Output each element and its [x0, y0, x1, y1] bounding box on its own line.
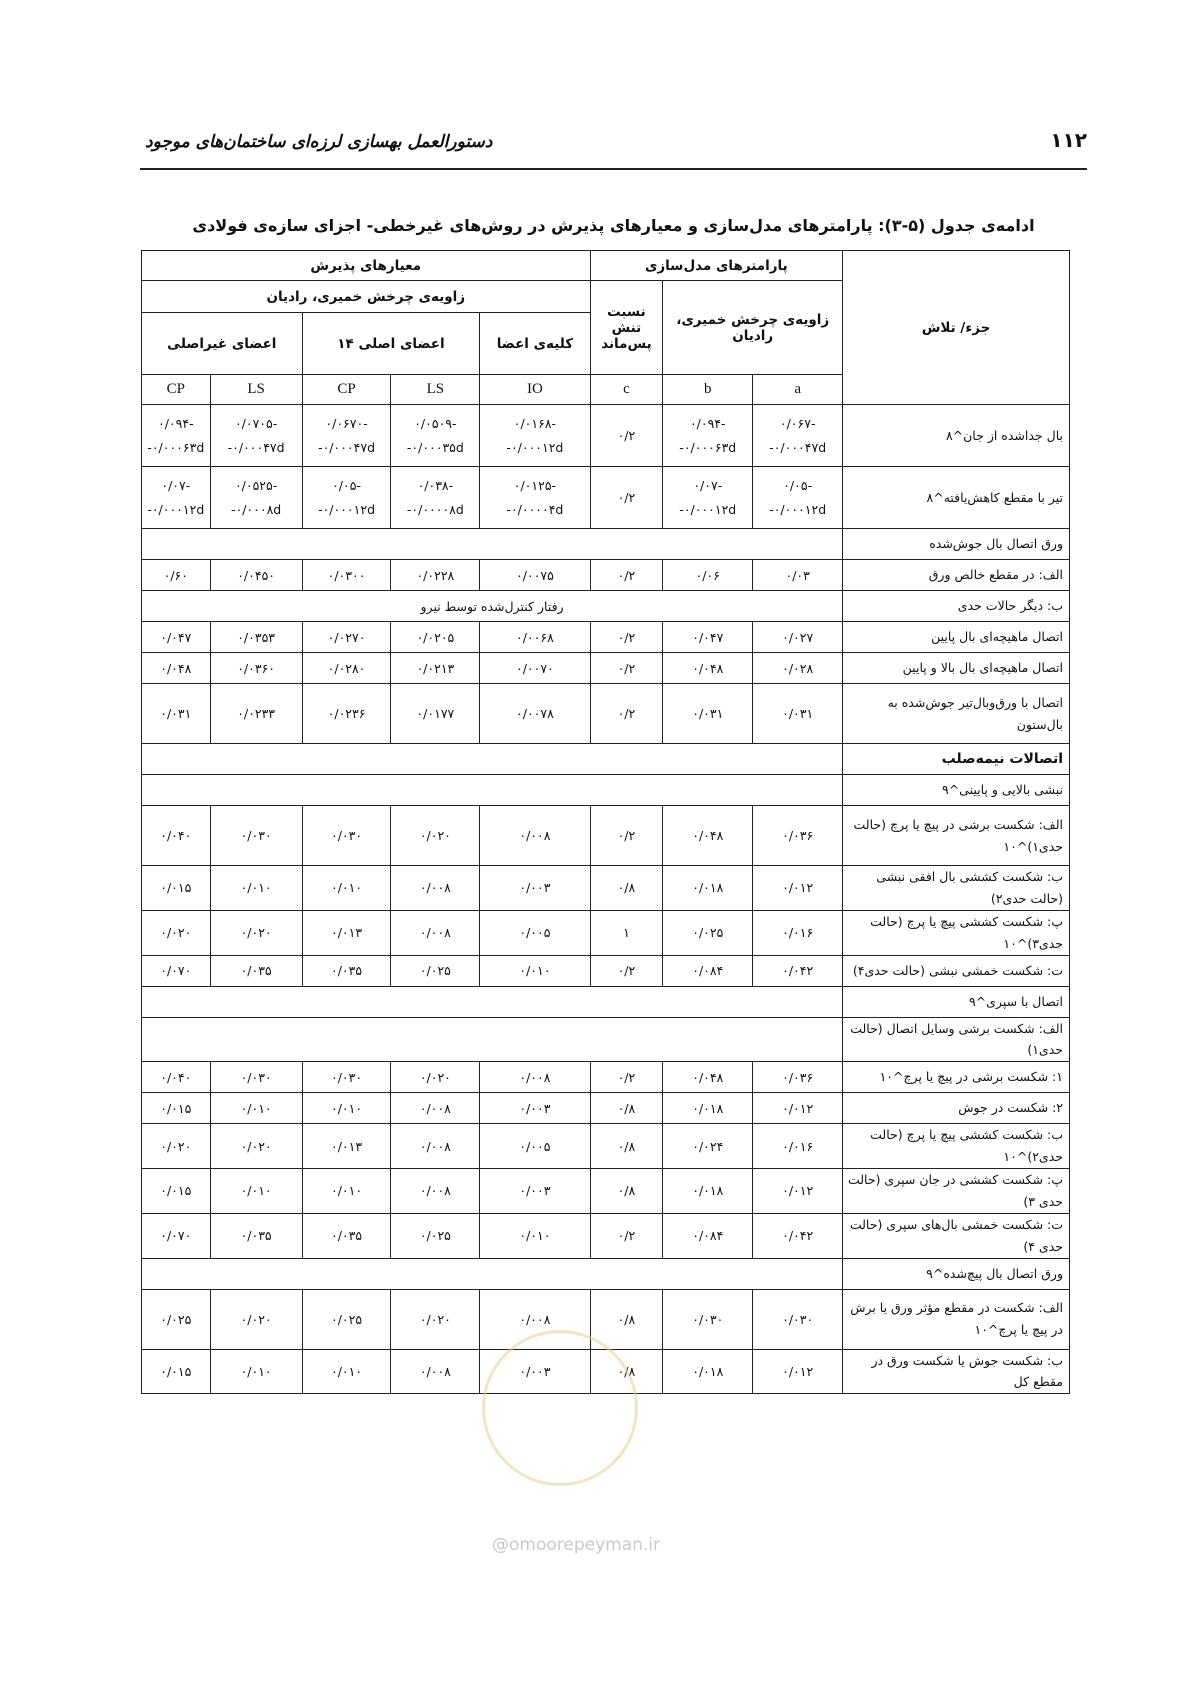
- section-row: [142, 529, 1070, 560]
- row-label: پ: شکست کششی در جان سپری (حالت حدی ۳): [843, 1169, 1070, 1214]
- depth-term-line: ۰/۰۰۰۱۲d-: [506, 439, 564, 455]
- cell-ls2: [210, 405, 302, 467]
- row-label: ب: شکست کششی بال افقی نبشی (حالت حدی۲): [843, 866, 1070, 911]
- cell-b: ۰/۰۴۸: [663, 806, 753, 866]
- value-line: -۰/۰۷: [161, 477, 191, 493]
- io-header: IO: [480, 375, 590, 405]
- table-row: [142, 467, 1070, 529]
- depth-term-line: ۰/۰۰۰۶۳d-: [147, 439, 205, 455]
- cp-secondary-header: CP: [142, 375, 211, 405]
- value-line: -۰/۰۵۲۵: [234, 477, 278, 493]
- cell-ls1: ۰/۰۰۸: [391, 1169, 480, 1214]
- cell-ls2: ۰/۰۱۰: [210, 866, 302, 911]
- cell-io: ۰/۰۰۷۸: [480, 684, 590, 744]
- row-label: اتصال ماهیچه‌ای بال پایین: [843, 622, 1070, 653]
- empty-span-cell: [142, 775, 843, 806]
- depth-term-line: ۰/۰۰۰۴۷d-: [227, 439, 285, 455]
- cell-ls1: ۰/۰۰۸: [391, 1093, 480, 1124]
- empty-span-cell: [142, 744, 843, 775]
- depth-term-line: ۰/۰۰۰۱۲d-: [318, 501, 376, 517]
- cell-cp1: ۰/۰۲۳۶: [302, 684, 391, 744]
- row-label: ورق اتصال بال جوش‌شده: [843, 529, 1070, 560]
- row-label: اتصالات نیمه‌صلب: [843, 744, 1070, 775]
- table-caption: ادامه‌ی جدول (۵-۳): پارامترهای مدل‌سازی و معیارهای پذیرش در روش‌های غیرخطی- اجزای سازه‌ی فولادی: [192, 216, 1035, 235]
- cell-io: ۰/۰۰۷۰: [480, 653, 590, 684]
- table-row: [142, 653, 1070, 684]
- section-row: [142, 775, 1070, 806]
- cell-c: ۰/۸: [590, 1169, 663, 1214]
- section-row: [142, 591, 1070, 622]
- value-line: -۰/۰۶۷: [779, 415, 816, 431]
- cell-c: ۰/۲: [590, 684, 663, 744]
- table-row: [142, 405, 1070, 467]
- cell-c: ۰/۲: [590, 653, 663, 684]
- cell-cp1: ۰/۰۱۰: [302, 866, 391, 911]
- row-label: ب: شکست کششی پیچ یا پرچ (حالت حدی۲)^۱۰: [843, 1124, 1070, 1169]
- cell-c: ۰/۸: [590, 1349, 663, 1394]
- cell-ls2: ۰/۰۲۰: [210, 910, 302, 955]
- table-row: [142, 1124, 1070, 1169]
- cell-ls1: ۰/۰۲۵: [391, 955, 480, 986]
- cell-ls1: ۰/۰۲۰: [391, 806, 480, 866]
- section-row: [142, 744, 1070, 775]
- table-row: [142, 955, 1070, 986]
- cell-ls1: ۰/۰۰۸: [391, 1124, 480, 1169]
- empty-span-cell: [142, 986, 843, 1017]
- cell-a: ۰/۰۲۷: [753, 622, 843, 653]
- cell-cp2: ۰/۰۴۷: [142, 622, 211, 653]
- cell-ls1: ۰/۰۲۰: [391, 1289, 480, 1349]
- c-header: c: [590, 375, 663, 405]
- cell-cp2: [142, 467, 211, 529]
- cell-ls1: ۰/۰۱۷۷: [391, 684, 480, 744]
- cell-a: [753, 405, 843, 467]
- cell-io: ۰/۰۰۳: [480, 1169, 590, 1214]
- empty-span-cell: [142, 1017, 843, 1062]
- cell-c: ۰/۲: [590, 1213, 663, 1258]
- table-row: [142, 1213, 1070, 1258]
- section-row: [142, 1017, 1070, 1062]
- table-row: [142, 560, 1070, 591]
- depth-term-line: ۰/۰۰۰۸d-: [230, 501, 282, 517]
- depth-term-line: ۰/۰۰۰۱۲d-: [769, 501, 827, 517]
- watermark-seal: [482, 1330, 638, 1486]
- table-row: [142, 622, 1070, 653]
- table-row: [142, 1289, 1070, 1349]
- cell-a: ۰/۰۴۲: [753, 955, 843, 986]
- value-line: -۰/۰۷: [693, 477, 723, 493]
- value-line: -۰/۰۱۲۵: [513, 477, 557, 493]
- cell-cp2: ۰/۰۱۵: [142, 866, 211, 911]
- value-line: -۰/۰۹۴: [689, 415, 726, 431]
- cell-b: [663, 405, 753, 467]
- cell-cp2: ۰/۰۷۰: [142, 1213, 211, 1258]
- cell-b: ۰/۰۲۵: [663, 910, 753, 955]
- cell-ls1: [391, 467, 480, 529]
- row-label: ب: دیگر حالات حدی: [843, 591, 1070, 622]
- cell-cp1: ۰/۰۲۵: [302, 1289, 391, 1349]
- plastic-rotation-acceptance-header: زاویه‌ی چرخش خمیری، رادیان: [142, 281, 591, 313]
- cell-a: ۰/۰۱۲: [753, 1349, 843, 1394]
- cell-ls2: ۰/۰۳۰: [210, 806, 302, 866]
- depth-term-line: ۰/۰۰۰۱۲d-: [147, 501, 205, 517]
- cell-cp2: ۰/۰۲۵: [142, 1289, 211, 1349]
- cell-cp1: [302, 467, 391, 529]
- cell-cp2: ۰/۰۲۰: [142, 910, 211, 955]
- row-label: الف: شکست در مقطع مؤثر ورق یا برش در پیچ یا پرچ^۱۰: [843, 1289, 1070, 1349]
- table-row: [142, 684, 1070, 744]
- cell-a: ۰/۰۱۲: [753, 1093, 843, 1124]
- a-header: a: [753, 375, 843, 405]
- cell-ls2: ۰/۰۳۵: [210, 1213, 302, 1258]
- cell-cp2: ۰/۰۴۰: [142, 806, 211, 866]
- cell-b: ۰/۰۸۴: [663, 1213, 753, 1258]
- cell-b: ۰/۰۲۴: [663, 1124, 753, 1169]
- cell-a: ۰/۰۲۸: [753, 653, 843, 684]
- cell-b: ۰/۰۴۸: [663, 653, 753, 684]
- row-label: الف: شکست برشی در پیچ یا پرچ (حالت حدی۱)^۱۰: [843, 806, 1070, 866]
- cell-b: ۰/۰۱۸: [663, 1349, 753, 1394]
- depth-term-line: ۰/۰۰۰۴۷d-: [769, 439, 827, 455]
- cell-ls1: ۰/۰۰۸: [391, 1349, 480, 1394]
- cell-a: ۰/۰۴۲: [753, 1213, 843, 1258]
- cell-cp2: [142, 405, 211, 467]
- cell-io: [480, 467, 590, 529]
- cell-cp2: ۰/۰۳۱: [142, 684, 211, 744]
- cell-ls2: ۰/۰۲۰: [210, 1289, 302, 1349]
- table-row: [142, 866, 1070, 911]
- cell-c: ۰/۲: [590, 405, 663, 467]
- cell-ls2: ۰/۰۴۵۰: [210, 560, 302, 591]
- cell-ls2: ۰/۰۲۳۳: [210, 684, 302, 744]
- cell-io: ۰/۰۰۶۸: [480, 622, 590, 653]
- component-header: جزء/ تلاش: [843, 251, 1070, 405]
- cell-ls1: ۰/۰۰۸: [391, 910, 480, 955]
- cell-cp1: ۰/۰۱۳: [302, 1124, 391, 1169]
- cell-cp2: ۰/۰۱۵: [142, 1169, 211, 1214]
- cell-b: [663, 467, 753, 529]
- cell-ls2: ۰/۰۱۰: [210, 1093, 302, 1124]
- cell-c: ۰/۸: [590, 1289, 663, 1349]
- cell-a: ۰/۰۱۶: [753, 1124, 843, 1169]
- cell-io: ۰/۰۰۳: [480, 1349, 590, 1394]
- cell-c: ۰/۲: [590, 806, 663, 866]
- cell-ls2: ۰/۰۱۰: [210, 1349, 302, 1394]
- row-label: ۲: شکست در جوش: [843, 1093, 1070, 1124]
- value-line: -۰/۰۳۸: [417, 477, 454, 493]
- depth-term-line: ۰/۰۰۰۱۲d-: [679, 501, 737, 517]
- row-label: اتصال ماهیچه‌ای بال بالا و پایین: [843, 653, 1070, 684]
- depth-term-line: ۰/۰۰۰۶۳d-: [679, 439, 737, 455]
- modeling-params-header: پارامترهای مدل‌سازی: [590, 251, 843, 281]
- empty-span-cell: [142, 1258, 843, 1289]
- table-row: [142, 806, 1070, 866]
- cell-b: ۰/۰۳۱: [663, 684, 753, 744]
- cell-ls2: ۰/۰۳۰: [210, 1062, 302, 1093]
- section-row: [142, 1258, 1070, 1289]
- row-label: ت: شکست خمشی بال‌های سپری (حالت حدی ۴): [843, 1213, 1070, 1258]
- depth-term-line: ۰/۰۰۰۴۷d-: [318, 439, 376, 455]
- table-row: [142, 910, 1070, 955]
- cell-c: ۰/۸: [590, 866, 663, 911]
- cell-cp1: ۰/۰۲۷۰: [302, 622, 391, 653]
- cell-ls1: ۰/۰۲۰: [391, 1062, 480, 1093]
- cell-ls2: ۰/۰۱۰: [210, 1169, 302, 1214]
- cell-io: ۰/۰۱۰: [480, 1213, 590, 1258]
- cell-ls2: ۰/۰۳۵۳: [210, 622, 302, 653]
- cell-c: ۰/۸: [590, 1124, 663, 1169]
- row-label: ورق اتصال بال پیچ‌شده^۹: [843, 1258, 1070, 1289]
- cell-c: ۱: [590, 910, 663, 955]
- cell-ls1: ۰/۰۲۲۸: [391, 560, 480, 591]
- cell-io: ۰/۰۰۵: [480, 1124, 590, 1169]
- table-row: [142, 1093, 1070, 1124]
- cell-cp1: ۰/۰۱۰: [302, 1093, 391, 1124]
- cell-cp1: ۰/۰۳۰۰: [302, 560, 391, 591]
- cell-cp1: ۰/۰۱۳: [302, 910, 391, 955]
- table-row: [142, 1062, 1070, 1093]
- cell-ls1: ۰/۰۲۰۵: [391, 622, 480, 653]
- cell-b: ۰/۰۳۰: [663, 1289, 753, 1349]
- force-controlled-note: رفتار کنترل‌شده توسط نیرو: [142, 591, 843, 622]
- cell-a: ۰/۰۳۱: [753, 684, 843, 744]
- cell-cp2: ۰/۶۰: [142, 560, 211, 591]
- value-line: -۰/۰۹۴: [158, 415, 194, 431]
- cell-a: [753, 467, 843, 529]
- cell-cp1: [302, 405, 391, 467]
- value-line: -۰/۰۵: [783, 477, 813, 493]
- cell-cp2: ۰/۰۱۵: [142, 1349, 211, 1394]
- cell-cp1: ۰/۰۳۵: [302, 1213, 391, 1258]
- cell-cp1: ۰/۰۳۰: [302, 1062, 391, 1093]
- cell-ls2: ۰/۰۲۰: [210, 1124, 302, 1169]
- cell-cp2: ۰/۰۲۰: [142, 1124, 211, 1169]
- cell-b: ۰/۰۱۸: [663, 1093, 753, 1124]
- cell-ls1: [391, 405, 480, 467]
- watermark-text: @omoorepeyman.ir: [492, 1535, 661, 1555]
- cell-a: ۰/۰۳: [753, 560, 843, 591]
- cell-io: ۰/۰۰۸: [480, 1289, 590, 1349]
- value-line: -۰/۰۵: [332, 477, 361, 493]
- ls-primary-header: LS: [391, 375, 480, 405]
- cell-b: ۰/۰۱۸: [663, 866, 753, 911]
- table-row: [142, 1169, 1070, 1214]
- cell-a: ۰/۰۱۲: [753, 1169, 843, 1214]
- header-rule: [140, 168, 1087, 170]
- cell-cp1: ۰/۰۳۰: [302, 806, 391, 866]
- row-label: ب: شکست جوش یا شکست ورق در مقطع کل: [843, 1349, 1070, 1394]
- cell-b: ۰/۰۶: [663, 560, 753, 591]
- cell-a: ۰/۰۳۰: [753, 1289, 843, 1349]
- table-body: [142, 405, 1070, 1394]
- cell-c: ۰/۲: [590, 560, 663, 591]
- plastic-rotation-modeling-header: زاویه‌ی چرخش خمیری، رادیان: [663, 281, 843, 375]
- cell-io: ۰/۰۰۸: [480, 806, 590, 866]
- cell-a: ۰/۰۱۶: [753, 910, 843, 955]
- row-label: پ: شکست کششی پیچ یا پرچ (حالت حدی۳)^۱۰: [843, 910, 1070, 955]
- secondary-members-header: اعضای غیراصلی: [142, 313, 303, 375]
- primary-members-header: اعضای اصلی ۱۴: [302, 313, 480, 375]
- cell-io: [480, 405, 590, 467]
- page-number: ۱۱۲: [1050, 128, 1087, 152]
- cell-ls1: ۰/۰۲۱۳: [391, 653, 480, 684]
- cell-ls2: ۰/۰۳۶۰: [210, 653, 302, 684]
- cell-a: ۰/۰۳۶: [753, 1062, 843, 1093]
- cell-io: ۰/۰۰۷۵: [480, 560, 590, 591]
- cell-a: ۰/۰۳۶: [753, 806, 843, 866]
- value-line: -۰/۰۱۶۸: [513, 415, 557, 431]
- residual-stress-header: نسبت تنش پس‌ماند: [590, 281, 663, 375]
- row-label: اتصال با سپری^۹: [843, 986, 1070, 1017]
- cell-ls1: ۰/۰۰۸: [391, 866, 480, 911]
- value-line: -۰/۰۵۰۹: [414, 415, 457, 431]
- cell-c: ۰/۲: [590, 467, 663, 529]
- cell-cp2: ۰/۰۴۸: [142, 653, 211, 684]
- cell-b: ۰/۰۴۷: [663, 622, 753, 653]
- row-label: الف: در مقطع خالص ورق: [843, 560, 1070, 591]
- value-line: -۰/۰۶۷۰: [325, 415, 368, 431]
- row-label: الف: شکست برشی وسایل اتصال (حالت حدی۱): [843, 1017, 1070, 1062]
- cell-c: ۰/۲: [590, 955, 663, 986]
- cell-ls1: ۰/۰۲۵: [391, 1213, 480, 1258]
- row-label: ت: شکست خمشی نبشی (حالت حدی۴): [843, 955, 1070, 986]
- cell-io: ۰/۰۰۵: [480, 910, 590, 955]
- acceptance-criteria-header: معیارهای پذیرش: [142, 251, 591, 281]
- cell-ls2: [210, 467, 302, 529]
- cell-cp1: ۰/۰۱۰: [302, 1169, 391, 1214]
- cell-io: ۰/۰۰۸: [480, 1062, 590, 1093]
- section-row: [142, 986, 1070, 1017]
- cell-cp1: ۰/۰۲۸۰: [302, 653, 391, 684]
- cell-c: ۰/۲: [590, 622, 663, 653]
- empty-span-cell: [142, 529, 843, 560]
- cell-c: ۰/۸: [590, 1093, 663, 1124]
- acceptance-criteria-table: [141, 250, 1070, 1394]
- cell-ls2: ۰/۰۳۵: [210, 955, 302, 986]
- cell-io: ۰/۰۱۰: [480, 955, 590, 986]
- cell-b: ۰/۰۸۴: [663, 955, 753, 986]
- cell-a: ۰/۰۱۲: [753, 866, 843, 911]
- cell-c: ۰/۲: [590, 1062, 663, 1093]
- row-label: تیر با مقطع کاهش‌یافته^۸: [843, 467, 1070, 529]
- cp-primary-header: CP: [302, 375, 391, 405]
- depth-term-line: ۰/۰۰۰۳۵d-: [406, 439, 464, 455]
- cell-cp1: ۰/۰۱۰: [302, 1349, 391, 1394]
- cell-cp2: ۰/۰۴۰: [142, 1062, 211, 1093]
- row-label: نبشی بالایی و پایینی^۹: [843, 775, 1070, 806]
- depth-term-line: ۰/۰۰۰۰۴d-: [506, 501, 564, 517]
- cell-cp1: ۰/۰۳۵: [302, 955, 391, 986]
- cell-b: ۰/۰۴۸: [663, 1062, 753, 1093]
- row-label: ۱: شکست برشی در پیچ یا پرچ^۱۰: [843, 1062, 1070, 1093]
- cell-io: ۰/۰۰۳: [480, 1093, 590, 1124]
- cell-cp2: ۰/۰۱۵: [142, 1093, 211, 1124]
- row-label: اتصال با ورق‌وبال‌تیر جوش‌شده به بال‌ستون: [843, 684, 1070, 744]
- row-label: بال جداشده از جان^۸: [843, 405, 1070, 467]
- depth-term-line: ۰/۰۰۰۰۸d-: [406, 501, 464, 517]
- ls-secondary-header: LS: [210, 375, 302, 405]
- cell-io: ۰/۰۰۳: [480, 866, 590, 911]
- running-title: دستورالعمل بهسازی لرزه‌ای ساختمان‌های موجود: [145, 132, 493, 152]
- value-line: -۰/۰۷۰۵: [234, 415, 278, 431]
- cell-cp2: ۰/۰۷۰: [142, 955, 211, 986]
- b-header: b: [663, 375, 753, 405]
- cell-b: ۰/۰۱۸: [663, 1169, 753, 1214]
- all-members-header: کلیه‌ی اعضا: [480, 313, 590, 375]
